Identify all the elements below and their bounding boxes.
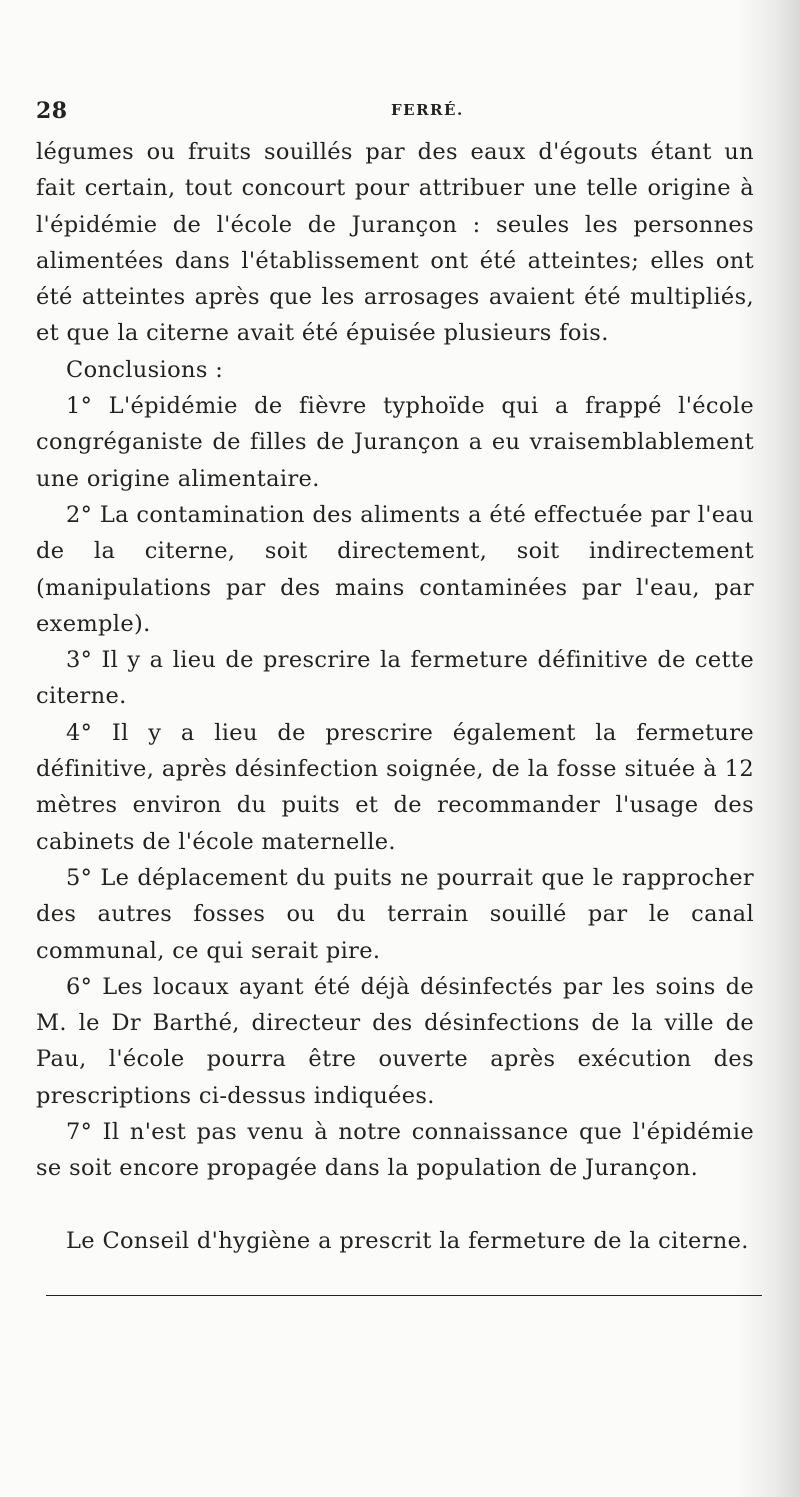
conclusion-2: 2° La contamination des aliments a été effectuée par l'eau de la citerne, soit directement, soit indirectement (manipulations par des mains contaminées par l'eau, par exemple).: [36, 501, 754, 637]
conclusions-heading: Conclusions :: [66, 356, 224, 383]
conclusion-3: 3° Il y a lieu de prescrire la fermeture définitive de cette citerne.: [36, 647, 754, 710]
council-decision: Le Conseil d'hygiène a prescrit la fermeture de la citerne.: [66, 1227, 749, 1254]
paragraph-continuation: légumes ou fruits souillés par des eaux d'égouts étant un fait certain, tout concourt pour attribuer une telle origine à l'épidémie de l'école de Jurançon : seules les personnes alimentées dans l'établissement ont été atteintes; elles ont été atteintes après que les arrosages avaient été multipliés, et que la citerne avait été épuisée plusieurs fois.: [36, 139, 754, 347]
section-divider: [46, 1295, 762, 1296]
page-number: 28: [36, 98, 68, 124]
conclusion-1: 1° L'épidémie de fièvre typhoïde qui a frappé l'école congréganiste de filles de Jurançon a eu vraisemblablement une origine alimentaire.: [36, 393, 754, 492]
conclusion-7: 7° Il n'est pas venu à notre connaissance que l'épidémie se soit encore propagée dans la population de Jurançon.: [36, 1119, 754, 1182]
conclusion-4: 4° Il y a lieu de prescrire également la fermeture définitive, après désinfection soignée, de la fosse située à 12 mètres environ du puits et de recommander l'usage des cabinets de l'école maternelle.: [36, 719, 754, 855]
paragraph-spacer: [36, 1187, 754, 1223]
conclusion-6: 6° Les locaux ayant été déjà désinfectés par les soins de M. le Dr Barthé, directeur des désinfections de la ville de Pau, l'école pourra être ouverte après exécution des prescriptions ci-dessus indiquées.: [36, 973, 754, 1109]
page-header: [36, 98, 756, 130]
body-text: [36, 134, 754, 1259]
running-head: FERRÉ.: [391, 101, 464, 119]
conclusion-5: 5° Le déplacement du puits ne pourrait que le rapprocher des autres fosses ou du terrain souillé par le canal communal, ce qui serait pire.: [36, 864, 754, 964]
